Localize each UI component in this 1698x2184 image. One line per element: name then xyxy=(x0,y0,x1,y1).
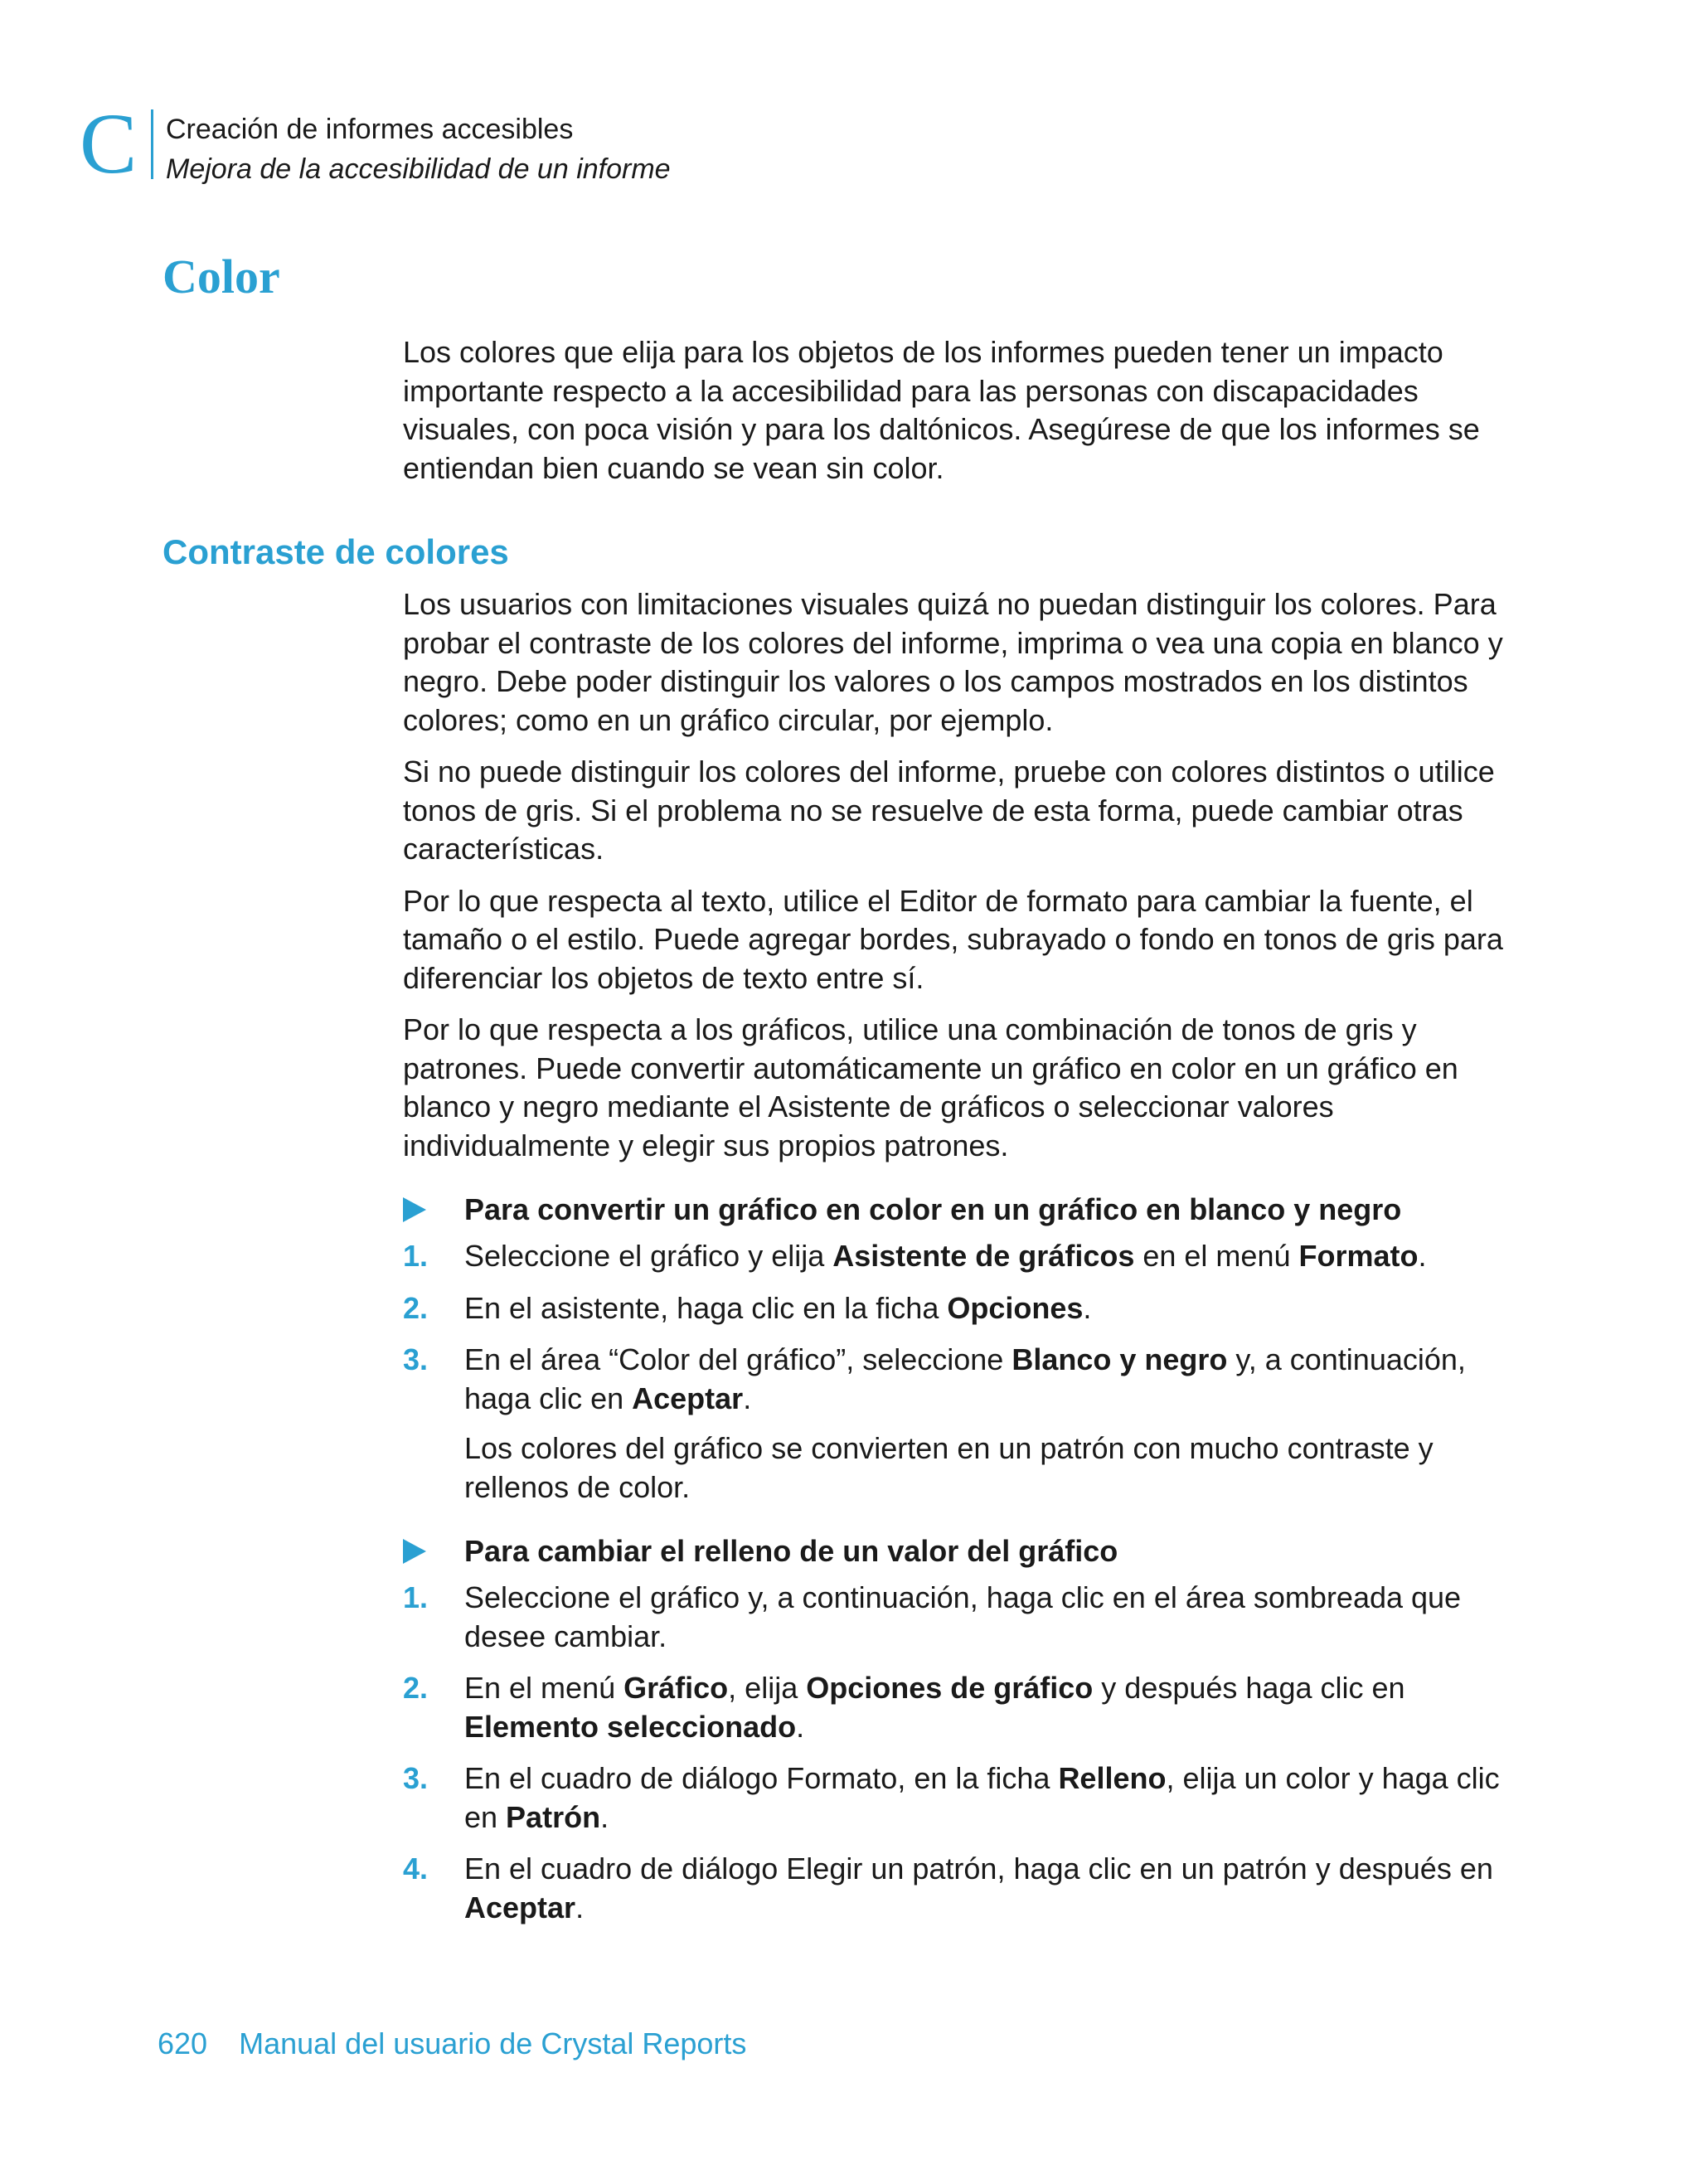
ui-term: Opciones de gráfico xyxy=(806,1671,1094,1705)
paragraph: Los usuarios con limitaciones visuales quizá no puedan distinguir los colores. Para probar el contraste de los colores del informe, imprima o vea una copia en blanco y negro. Debe poder distinguir los valores o los campos mostrados en los distintos colores; como en un gráfico circular, por ejemplo. xyxy=(403,587,1503,737)
step-item xyxy=(403,1341,1514,1418)
step-text-run: Seleccione el gráfico y, a continuación, haga clic en el área sombreada que desee cambiar. xyxy=(464,1580,1462,1653)
step-text-run: , elija un color y haga clic en xyxy=(464,1761,1500,1834)
procedure-title xyxy=(403,1191,1401,1229)
page-title: Color xyxy=(163,250,280,303)
triangle-right-icon xyxy=(403,1539,426,1564)
section-title: Mejora de la accesibilidad de un informe xyxy=(166,153,671,185)
step-number: 2. xyxy=(403,1671,429,1705)
step-text-run: . xyxy=(575,1890,585,1924)
ui-term: Formato xyxy=(1298,1239,1419,1273)
step-text-run: . xyxy=(1083,1290,1092,1325)
procedure-steps xyxy=(403,1579,1514,1940)
ui-term: Elemento seleccionado xyxy=(464,1709,797,1744)
contrast-paragraphs xyxy=(403,585,1514,1178)
procedure-label: Para cambiar el relleno de un valor del gráfico xyxy=(464,1534,1118,1568)
section-heading: Contraste de colores xyxy=(163,532,509,571)
step-result-note: Los colores del gráfico se convierten en un patrón con mucho contraste y rellenos de color. xyxy=(464,1431,1434,1504)
paragraph: Por lo que respecta a los gráficos, utilice una combinación de tonos de gris y patrones. Puede convertir automáticamente un gráfico en color en un gráfico en blanco y negro mediante el Asistente de gráficos o seleccionar valores individualmente y elegir sus propios patrones. xyxy=(403,1012,1458,1162)
triangle-right-icon xyxy=(403,1197,426,1222)
ui-term: Opciones xyxy=(947,1290,1084,1325)
step-text-run: en el menú xyxy=(1134,1239,1299,1273)
step-number: 1. xyxy=(403,1580,429,1614)
step-text xyxy=(464,1237,1514,1276)
step-item xyxy=(403,1850,1514,1927)
step-text-run: En el área “Color del gráfico”, seleccione xyxy=(464,1342,1012,1376)
ui-term: Relleno xyxy=(1058,1761,1167,1795)
procedure-steps xyxy=(403,1237,1514,1520)
ui-term: Aceptar xyxy=(464,1890,576,1924)
chapter-letter: C xyxy=(80,96,138,192)
step-number: 4. xyxy=(403,1852,429,1886)
step-text-run: . xyxy=(743,1381,752,1415)
step-text-run: y después haga clic en xyxy=(1093,1671,1405,1705)
step-text-run: En el asistente, haga clic en la ficha xyxy=(464,1290,948,1325)
step-item xyxy=(403,1669,1514,1746)
step-text-run: En el cuadro de diálogo Formato, en la ficha xyxy=(464,1761,1059,1795)
step-number: 3. xyxy=(403,1761,429,1795)
intro-block xyxy=(403,333,1514,501)
page-footer xyxy=(158,2025,746,2063)
procedure-title xyxy=(403,1532,1118,1570)
step-text xyxy=(464,1289,1514,1328)
step-text xyxy=(464,1341,1514,1418)
step-item xyxy=(403,1759,1514,1837)
step-number: 1. xyxy=(403,1239,429,1273)
step-text-run: . xyxy=(1418,1239,1427,1273)
running-header xyxy=(166,109,671,189)
step-text xyxy=(464,1850,1514,1927)
step-text-run: y, a continuación, haga clic en xyxy=(464,1342,1466,1415)
step-text-run: Seleccione el gráfico y elija xyxy=(464,1239,833,1273)
step-text-run: , elija xyxy=(728,1671,807,1705)
step-item xyxy=(403,1237,1514,1276)
step-text-run: . xyxy=(796,1709,805,1744)
ui-term: Patrón xyxy=(506,1799,601,1834)
step-text xyxy=(464,1759,1514,1837)
ui-term: Aceptar xyxy=(632,1381,744,1415)
step-text-run: . xyxy=(600,1799,609,1834)
step-text-run: En el cuadro de diálogo Elegir un patrón, haga clic en un patrón y después en xyxy=(464,1852,1493,1886)
header-divider xyxy=(151,109,153,179)
intro-paragraph: Los colores que elija para los objetos de los informes pueden tener un impacto importante respecto a la accesibilidad para las personas con discapacidades visuales, con poca visión y para los daltónicos. Asegúrese de que los informes se entiendan bien cuando se vean sin color. xyxy=(403,335,1480,485)
step-number: 3. xyxy=(403,1342,429,1376)
step-text xyxy=(464,1579,1514,1656)
step-text xyxy=(464,1669,1514,1746)
paragraph: Si no puede distinguir los colores del informe, pruebe con colores distintos o utilice tonos de gris. Si el problema no se resuelve de esta forma, puede cambiar otras características. xyxy=(403,755,1495,866)
ui-term: Gráfico xyxy=(623,1671,729,1705)
ui-term: Blanco y negro xyxy=(1012,1342,1228,1376)
step-item xyxy=(403,1579,1514,1656)
procedure-label: Para convertir un gráfico en color en un gráfico en blanco y negro xyxy=(464,1192,1402,1226)
page-number: 620 xyxy=(158,2026,208,2060)
footer-title: Manual del usuario de Crystal Reports xyxy=(239,2026,747,2060)
paragraph: Por lo que respecta al texto, utilice el Editor de formato para cambiar la fuente, el tamaño o el estilo. Puede agregar bordes, subrayado o fondo en tonos de gris para diferenciar los objetos de texto entre sí. xyxy=(403,883,1503,995)
step-number: 2. xyxy=(403,1290,429,1325)
ui-term: Asistente de gráficos xyxy=(832,1239,1135,1273)
step-text-run: En el menú xyxy=(464,1671,624,1705)
step-item xyxy=(403,1289,1514,1328)
chapter-title: Creación de informes accesibles xyxy=(166,114,574,145)
